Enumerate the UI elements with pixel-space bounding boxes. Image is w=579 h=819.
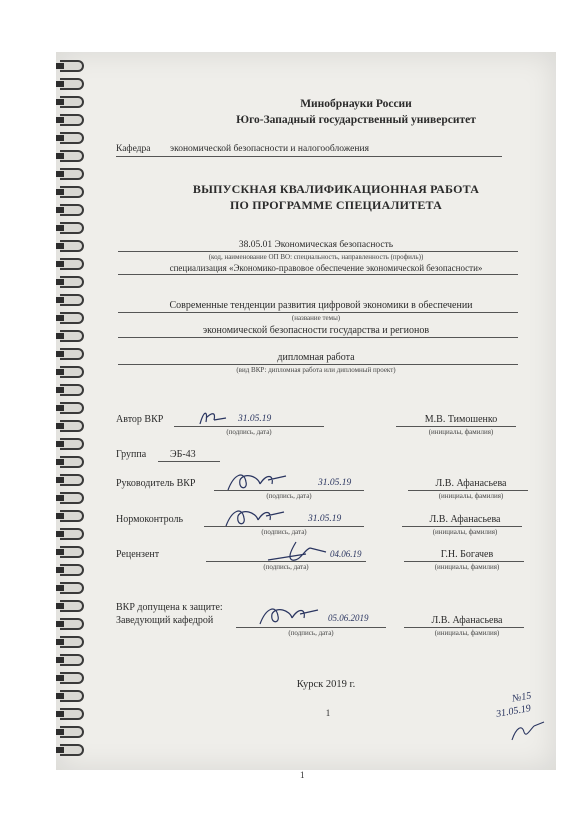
binding-hole (56, 603, 64, 609)
specialty-code-name: 38.05.01 Экономическая безопасность (238, 240, 394, 250)
specialization-underline (118, 274, 518, 275)
department-name: экономической безопасности и налогообложения (170, 144, 369, 154)
admission-signature-icon (256, 604, 322, 630)
binding-hole (56, 675, 64, 681)
topic-underline-2 (118, 337, 518, 338)
binding-hole (56, 441, 64, 447)
work-type-caption: (вид ВКР: дипломная работа или дипломный проект) (236, 366, 396, 374)
city-year: Курск 2019 г. (296, 679, 356, 690)
binding-hole (56, 531, 64, 537)
reviewer-sign-caption: (подпись, дата) (263, 563, 309, 571)
binding-hole (56, 153, 64, 159)
author-sign-date: 31.05.19 (238, 414, 272, 424)
admission-sign-date: 05.06.2019 (328, 613, 369, 623)
ministry-name: Минобрнауки России (300, 98, 412, 110)
supervisor-sign-date: 31.05.19 (318, 478, 352, 488)
binding-hole (56, 225, 64, 231)
normcontrol-sign-date: 31.05.19 (308, 514, 342, 524)
author-name-caption: (инициалы, фамилия) (428, 428, 494, 436)
binding-hole (56, 333, 64, 339)
university-name: Юго-Западный государственный университет (236, 114, 476, 126)
binding-hole (56, 495, 64, 501)
binding-hole (56, 135, 64, 141)
group-label: Группа (116, 449, 147, 460)
handwritten-note-date: 31.05.19 (495, 703, 532, 720)
binding-hole (56, 729, 64, 735)
normcontrol-name-line (402, 526, 522, 527)
work-type-underline (118, 364, 518, 365)
binding-hole (56, 657, 64, 663)
handwritten-note-signature-icon (508, 720, 548, 744)
specialty-underline (118, 251, 518, 252)
handwritten-note-number: №15 (511, 690, 533, 705)
author-name-line (396, 426, 516, 427)
head-of-department-label: Заведующий кафедрой (116, 615, 214, 626)
binding-hole (56, 99, 64, 105)
document-title-line2: ПО ПРОГРАММЕ СПЕЦИАЛИТЕТА (229, 198, 443, 212)
group-underline (158, 461, 220, 462)
document-title-line1: ВЫПУСКНАЯ КВАЛИФИКАЦИОННАЯ РАБОТА (192, 182, 480, 196)
binding-hole (56, 693, 64, 699)
specialty-caption: (код, наименование ОП ВО: специальность, направленность (профиль)) (208, 253, 424, 261)
supervisor-name-line (408, 490, 528, 491)
binding-hole (56, 171, 64, 177)
binding-hole (56, 747, 64, 753)
reviewer-name-line (404, 561, 524, 562)
group-value: ЭБ-43 (170, 449, 196, 460)
normcontrol-sign-caption: (подпись, дата) (261, 528, 307, 536)
department-underline (116, 156, 502, 157)
binding-hole (56, 387, 64, 393)
topic-line1: Современные тенденции развития цифровой экономики в обеспечении (169, 300, 473, 311)
binding-hole (56, 189, 64, 195)
reviewer-sign-date: 04.06.19 (330, 549, 362, 559)
binding-hole (56, 711, 64, 717)
topic-underline-1 (118, 312, 518, 313)
author-sign-caption: (подпись, дата) (226, 428, 272, 436)
binding-hole (56, 423, 64, 429)
head-name-caption: (инициалы, фамилия) (434, 629, 500, 637)
binding-hole (56, 207, 64, 213)
reviewer-signature-icon (266, 538, 330, 564)
binding-hole (56, 279, 64, 285)
binding-hole (56, 243, 64, 249)
author-name: М.В. Тимошенко (424, 414, 498, 425)
outer-page-number: 1 (300, 770, 305, 780)
binding-hole (56, 513, 64, 519)
normcontrol-label: Нормоконтроль (116, 514, 184, 525)
binding-hole (56, 297, 64, 303)
topic-line2: экономической безопасности государства и регионов (202, 325, 430, 336)
specialization: специализация «Экономико-правовое обеспечение экономической безопасности» (169, 263, 483, 273)
reviewer-name: Г.Н. Богачев (440, 549, 494, 560)
binding-hole (56, 81, 64, 87)
binding-hole (56, 369, 64, 375)
department-label: Кафедра (116, 144, 151, 154)
binding-hole (56, 477, 64, 483)
binding-hole (56, 261, 64, 267)
supervisor-label: Руководитель ВКР (116, 478, 196, 489)
binding-hole (56, 117, 64, 123)
work-type: дипломная работа (277, 352, 355, 363)
page-mark: 1 (325, 708, 331, 718)
topic-caption: (название темы) (291, 314, 341, 322)
binding-hole (56, 315, 64, 321)
binding-hole (56, 405, 64, 411)
binding-hole (56, 639, 64, 645)
spiral-binding (56, 52, 90, 770)
binding-hole (56, 585, 64, 591)
binding-hole (56, 63, 64, 69)
binding-hole (56, 549, 64, 555)
binding-hole (56, 351, 64, 357)
supervisor-name: Л.В. Афанасьева (435, 478, 507, 489)
binding-hole (56, 567, 64, 573)
reviewer-name-caption: (инициалы, фамилия) (434, 563, 500, 571)
binding-hole (56, 459, 64, 465)
binding-hole (56, 621, 64, 627)
supervisor-name-caption: (инициалы, фамилия) (438, 492, 504, 500)
admission-sign-caption: (подпись, дата) (288, 629, 334, 637)
admission-heading: ВКР допущена к защите: (116, 602, 223, 613)
author-signature-icon (196, 408, 236, 428)
normcontrol-name: Л.В. Афанасьева (429, 514, 501, 525)
reviewer-label: Рецензент (116, 549, 160, 560)
author-label: Автор ВКР (116, 414, 164, 425)
supervisor-sign-caption: (подпись, дата) (266, 492, 312, 500)
normcontrol-name-caption: (инициалы, фамилия) (432, 528, 498, 536)
head-name-line (404, 627, 524, 628)
head-of-department-name: Л.В. Афанасьева (431, 615, 503, 626)
scanned-page (56, 52, 556, 770)
